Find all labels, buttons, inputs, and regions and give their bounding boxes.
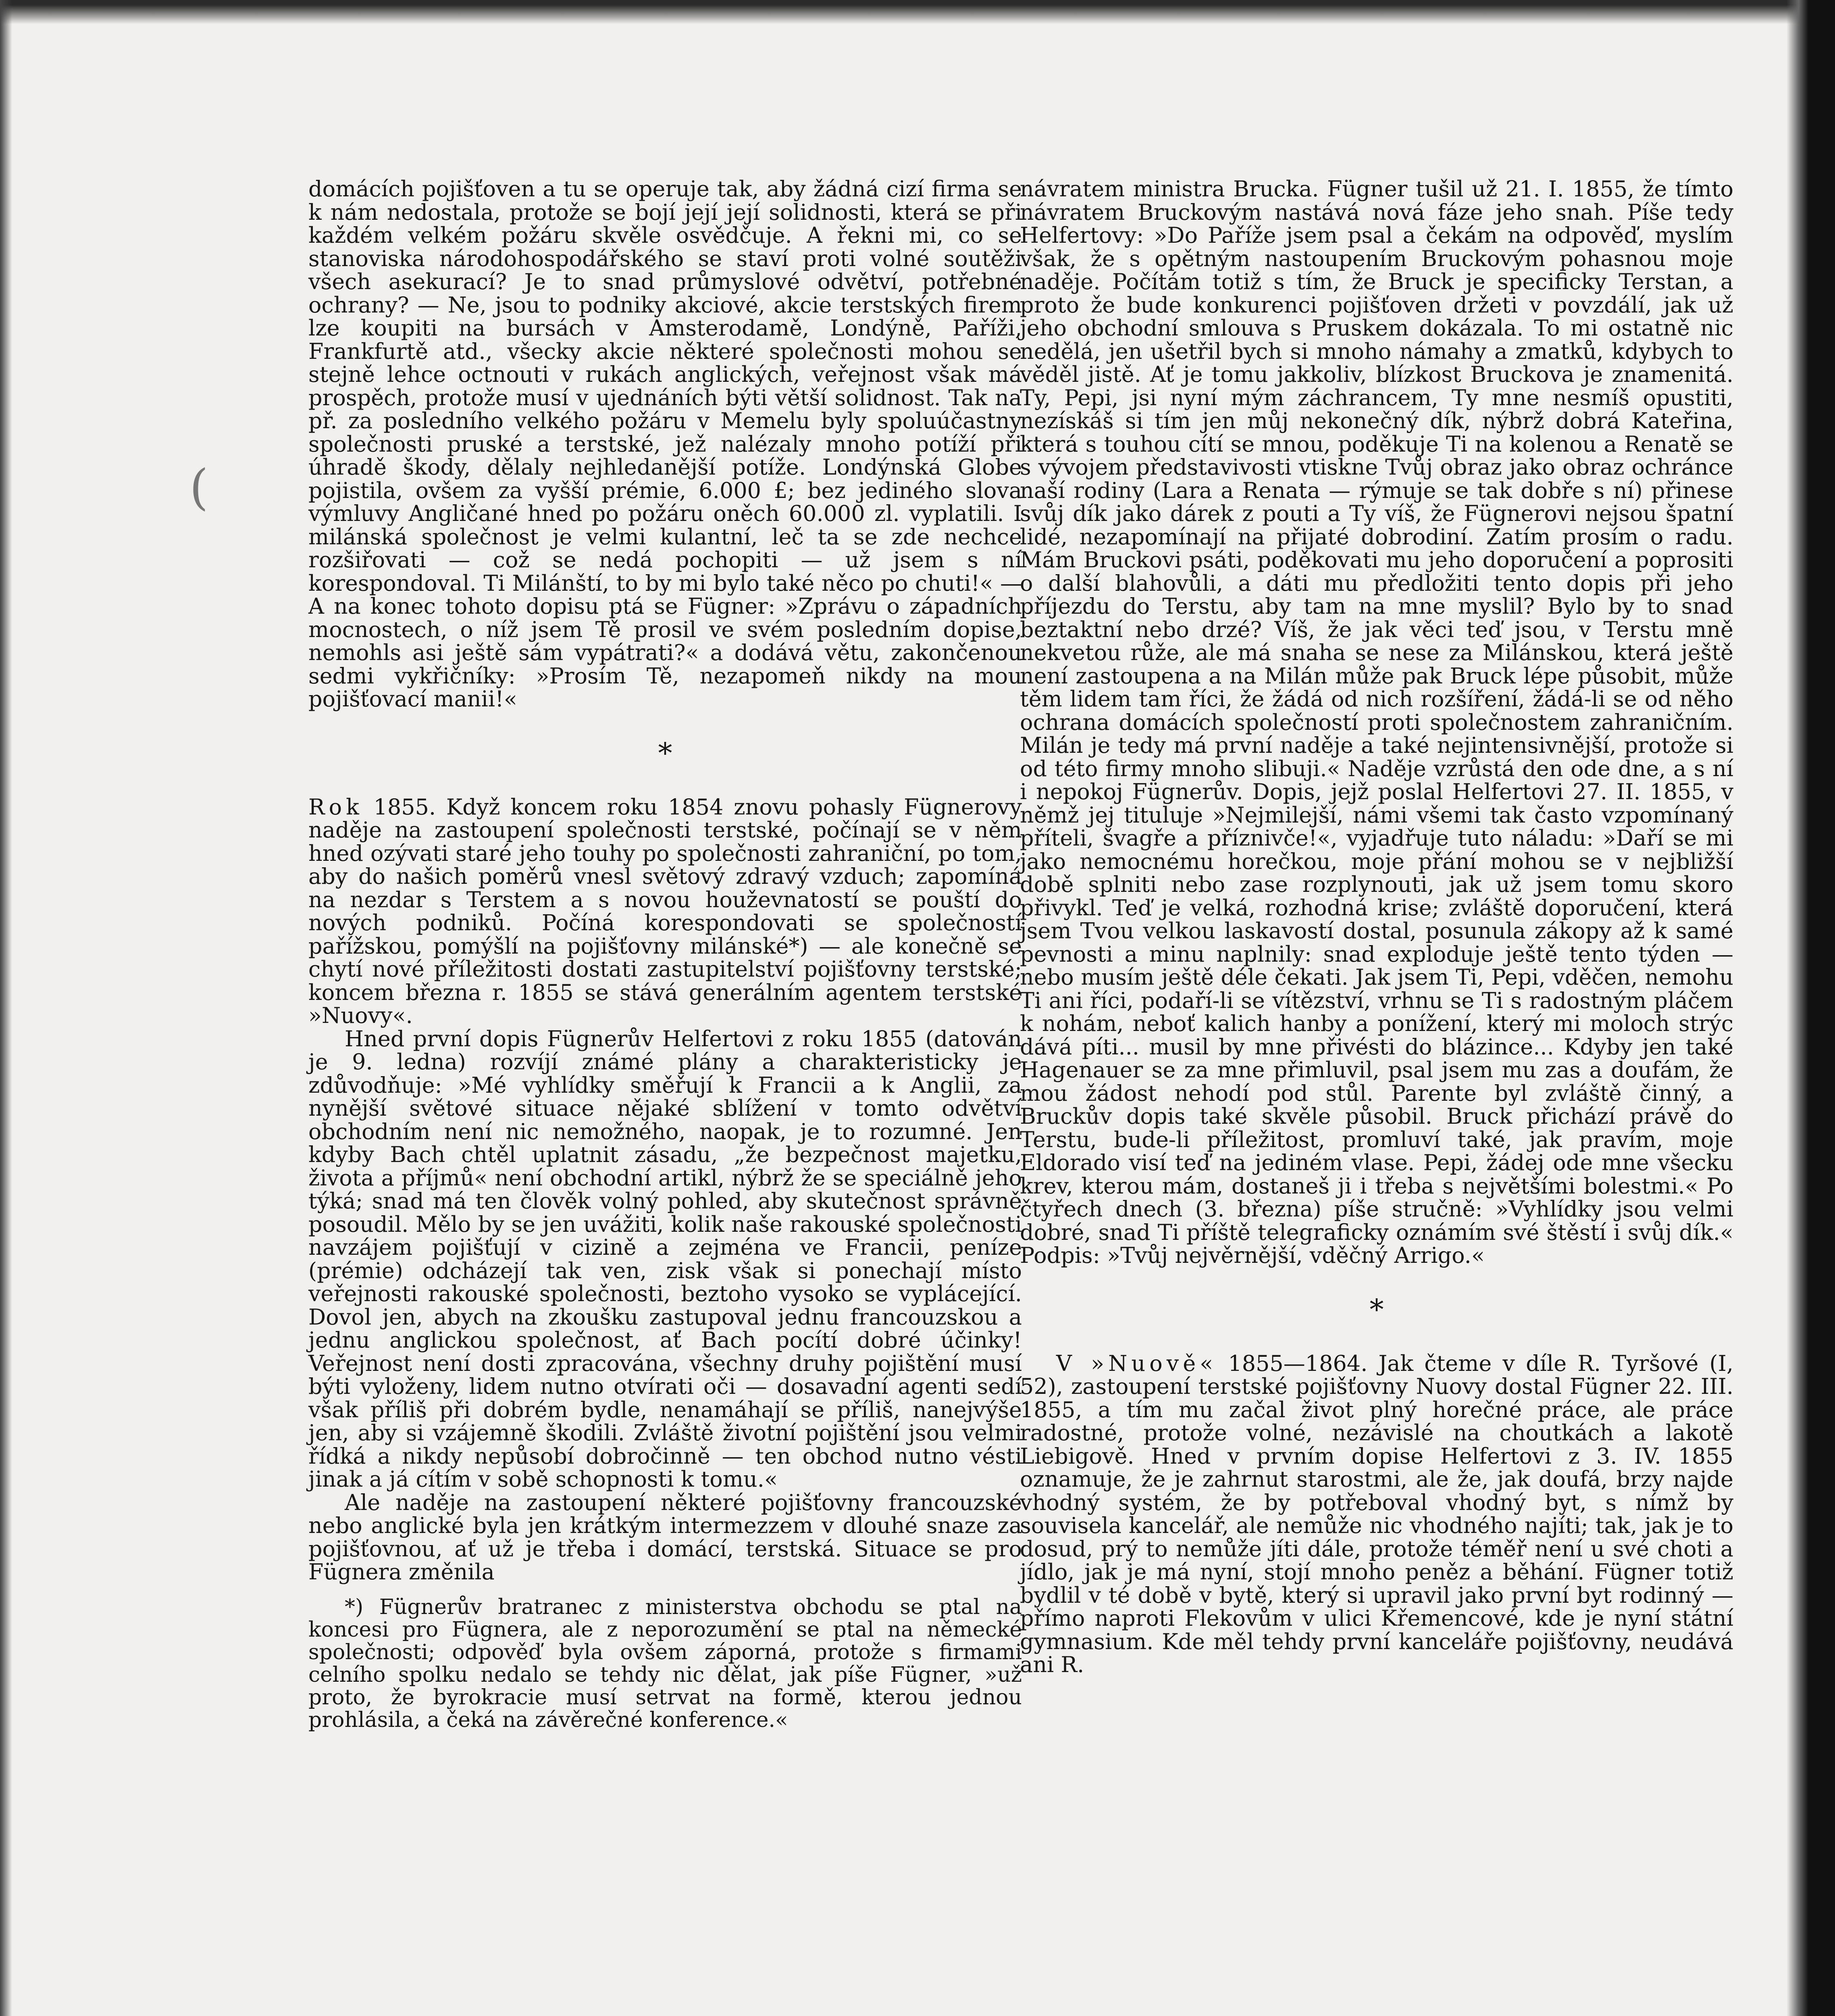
footnote: [308, 1596, 1022, 1731]
right-column: [1020, 177, 1733, 1677]
scan-edge-top: [0, 0, 1835, 24]
section-lead: V »Nuově«: [1056, 1350, 1217, 1376]
section-paragraph: [1020, 1352, 1733, 1677]
left-column: [308, 177, 1022, 1731]
section-paragraph: [308, 796, 1022, 1027]
paragraph: domácích pojišťoven a tu se operuje tak, aby žádná cizí firma se k nám nedostala, protože se bojí její její solidnosti, která se při každém velkém požáru skvěle osvědčuje. A řekni mi, co se stanoviska národohospodářského se staví proti volné soutěži všech asekurací? Je to snad průmyslové odvětví, potřebné ochrany? — Ne, jsou to podniky akciové, akcie terstských firem lze koupiti na bursách v Amsterodamě, Londýně, Paříži, Frankfurtě atd., všecky akcie některé společnosti mohou se stejně lehce octnouti v rukách anglických, veřejnost však má prospěch, protože musí v ujednáních býti větší solidnost. Tak na př. za posledního velkého požáru v Memelu byly spoluúčastny společnosti pruské a terstské, jež nalézaly mnoho potíží při úhradě škody, dělaly nejhledanější potíže. Londýnská Globe pojistila, ovšem za vyšší prémie, 6.000 £; bez jediného slova výmluvy Angličané hned po požáru oněch 60.000 zl. vyplatili. I milánská společnost je velmi kulantní, leč ta se zde nechce rozšiřovati — což se nedá pochopiti — už jsem s ní korespondoval. Ti Milánští, to by mi bylo také něco po chuti!« — A na konec tohoto dopisu ptá se Fügner: »Zprávu o západních mocnostech, o níž jsem Tě prosil ve svém posledním dopise, nemohls asi ještě sám vypátrati?« a dodává větu, zakončenou sedmi vykřičníky: »Prosím Tě, nezapomeň nikdy na mou pojišťovací manii!«: [308, 176, 1022, 712]
section-separator: *: [658, 736, 672, 770]
scan-edge-left: [0, 0, 12, 2016]
section-lead: Rok: [308, 794, 363, 820]
paragraph: Ale naděje na zastoupení některé pojišťovny francouzské nebo anglické byla jen krátkým intermezzem v dlouhé snaze za pojišťovnou, ať už je třeba i domácí, terstská. Situace se pro Fügnera změnila: [308, 1489, 1022, 1585]
section-text: 1855—1864. Jak čteme v díle R. Tyršové (I, 52), zastoupení terstské pojišťovny Nuovy dostal Fügner 22. III. 1855, a tím mu začal život plný horečné práce, ale práce radostné, protože volné, nezávislé na choutkách a lakotě Liebigově. Hned v prvním dopise Helfertovi z 3. IV. 1855 oznamuje, že je zahrnut starostmi, ale že, jak doufá, brzy najde vhodný systém, že by potřeboval vhodný byt, s nímž by souvisela kancelář, ale nemůže nic vhodného najíti; tak, jak je to dosud, prý to nemůže jíti dále, protože téměř není u své choti a jídlo, jak je má nyní, stojí mnoho peněz a běhání. Fügner totiž bydlil v té době v bytě, který si upravil jako první byt rodinný — přímo naproti Flekovům v ulici Křemencové, kde je nyní státní gymnasium. Kde měl tehdy první kanceláře pojišťovny, neudává ani R.: [1020, 1350, 1733, 1677]
footnote-text: *) Fügnerův bratranec z ministerstva obchodu se ptal na koncesi pro Fügnera, ale z neporozumění se ptal na německé společnosti; odpověď byla ovšem záporná, protože s firmami celního spolku nedalo se tehdy nic dělat, jak píše Fügner, »už proto, že byrokracie musí setrvat na formě, kterou jednou prohlásila, a čeká na závěrečné konference.«: [308, 1595, 1022, 1732]
paragraph: Hned první dopis Fügnerův Helfertovi z roku 1855 (datován je 9. ledna) rozvíjí známé plány a charakteristicky je zdůvodňuje: »Mé vyhlídky směřují k Francii a k Anglii, za nynější světové situace nějaké sblížení v tomto odvětví obchodním není nic nemožného, naopak, je to rozumné. Jen kdyby Bach chtěl uplatnit zásadu, „že bezpečnost majetku, života a příjmů« není obchodní artikl, nýbrž že se speciálně jeho týká; snad má ten člověk volný pohled, aby skutečnost správně posoudil. Mělo by se jen uvážiti, kolik naše rakouské společnosti navzájem pojišťují v cizině a zejména ve Francii, peníze (prémie) odcházejí tak ven, zisk však si ponechají místo veřejnosti rakouské společnosti, beztoho vysoko se vyplácející. Dovol jen, abych na zkoušku zastupoval jednu francouzskou a jednu anglickou společnost, ať Bach pocítí dobré účinky! Veřejnost není dosti zpracována, všechny druhy pojištění musí býti vyloženy, lidem nutno otvírati oči — dosavadní agenti sedí však příliš při dobrém bydle, nenamáhají se příliš, nanejvýše jen, aby si vzájemně škodili. Zvláště životní pojištění jsou velmi řídká a nikdy nepůsobí dobročinně — ten obchod nutno vésti jinak a já cítím v sobě schopnosti k tomu.«: [308, 1026, 1022, 1492]
section-separator: *: [1369, 1293, 1384, 1326]
section-text: 1855. Když koncem roku 1854 znovu pohasly Fügnerovy naděje na zastoupení společnosti terstské, počínají se v něm hned ozývati staré jeho touhy po společnosti zahraniční, po tom, aby do našich poměrů vnesl světový zdravý vzduch; zapomíná na nezdar s Terstem a s novou houževnatostí se pouští do nových podniků. Počíná korespondovati se společností pařížskou, pomýšlí na pojišťovny milánské*) — ale konečně se chytí nové příležitosti dostati zastupitelství pojišťovny terstské; koncem března r. 1855 se stává generálním agentem terstské »Nuovy«.: [308, 794, 1022, 1028]
scan-edge-right: [1787, 0, 1835, 2016]
margin-mark: (: [189, 460, 208, 516]
paragraph: návratem ministra Brucka. Fügner tušil už 21. I. 1855, že tímto návratem Bruckovým nastává nová fáze jeho snah. Píše tedy Helfertovy: »Do Paříže jsem psal a čekám na odpověď, myslím však, že s opětným nastoupením Bruckovým pohasnou moje naděje. Počítám totiž s tím, že Bruck je specificky Terstan, a proto že bude konkurenci pojišťoven držeti v povzdálí, jak už jeho obchodní smlouva s Pruskem dokázala. To mi ostatně nic nedělá, jen ušetřil bych si mnoho námahy a zmatků, kdybych to věděl jistě. Ať je tomu jakkoliv, blízkost Bruckova je znamenitá. Ty, Pepi, jsi nyní mým záchrancem, Ty mne nesmíš opustiti, nezískáš si tím jen můj nekonečný dík, nýbrž dobrá Kateřina, která s touhou cítí se mnou, poděkuje Ti na kolenou a Renatě se s vývojem představivosti vtiskne Tvůj obraz jako obraz ochránce naší rodiny (Lara a Renata — rýmuje se tak dobře s ní) přinese svůj dík jako dárek z pouti a Ty víš, že Fügnerovi nejsou špatní lidé, nezapomínají na přijaté dobrodiní. Zatím prosím o radu. Mám Bruckovi psáti, poděkovati mu jeho doporučení a poprositi o další blahovůli, a dáti mu předložiti tento dopis při jeho příjezdu do Terstu, aby tam na mne myslil? Bylo by to snad beztaktní nebo drzé? Víš, že jak věci teď jsou, v Terstu mně nekvetou růže, ale má snaha se nese za Milánskou, která ještě není zastoupena a na Milán může pak Bruck lépe působit, může těm lidem tam říci, že žádá od nich rozšíření, žádá-li se od něho ochrana domácích společností proti společnostem zahraničním. Milán je tedy má první naděje a také nejintensivnější, protože si od této firmy mnoho slibuji.« Naděje vzrůstá den ode dne, a s ní i nepokoj Fügnerův. Dopis, jejž poslal Helfertovi 27. II. 1855, v němž jej tituluje »Nejmilejší, námi všemi tak často vzpomínaný příteli, švagře a příznivče!«, vyjadřuje tuto náladu: »Daří se mi jako nemocnému horečkou, moje přání mohou se v nejbližší době splniti nebo zase rozplynouti, jak už jsem tomu skoro přivykl. Teď je velká, rozhodná krise; zvláště doporučení, která jsem Tvou velkou laskavostí dostal, posunula zákopy až k samé pevnosti a minu naplnily: snad exploduje ještě tento týden — nebo musím ještě déle čekati. Jak jsem Ti, Pepi, vděčen, nemohu Ti ani říci, podaří-li se vítězství, vrhnu se Ti s radostným pláčem k nohám, neboť kalich hanby a ponížení, který mi moloch strýc dává píti... musil by mne přivésti do blázince... Kdyby jen také Hagenauer se za mne přimluvil, psal jsem mu zas a doufám, že mou žádost nehodí pod stůl. Parente byl zvláště činný, a Bruckův dopis také skvěle působil. Bruck přichází právě do Terstu, bude-li příležitost, promluví také, jak pravím, moje Eldorado visí teď na jediném vlase. Pepi, žádej ode mne všecku krev, kterou mám, dostaneš ji i třeba s největšími bolestmi.« Po čtyřech dnech (3. března) píše stručně: »Vyhlídky jsou velmi dobré, snad Ti příště telegraficky oznámím své štěstí i svůj dík.« Podpis: »Tvůj nejvěrnější, vděčný Arrigo.«: [1020, 176, 1733, 1268]
